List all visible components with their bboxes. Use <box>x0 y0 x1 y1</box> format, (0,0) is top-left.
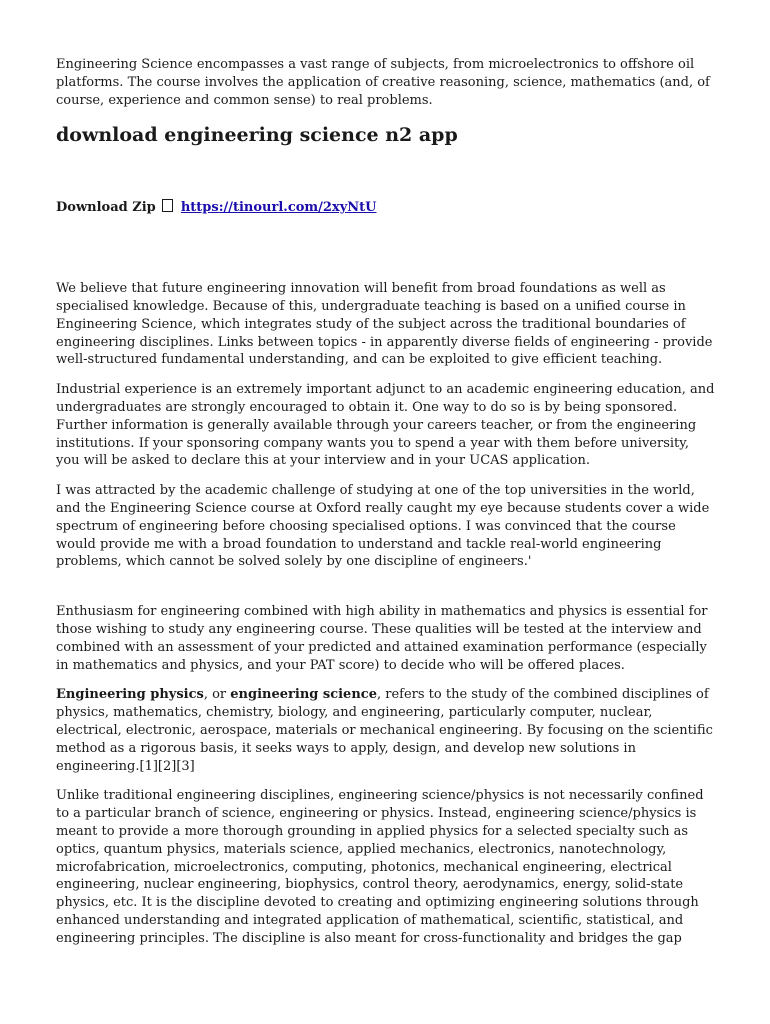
download-line <box>56 199 716 217</box>
spacer <box>56 775 716 787</box>
spacer <box>56 470 716 482</box>
page-title: download engineering science n2 app <box>56 124 458 147</box>
term-engineering-science: engineering science <box>230 687 377 703</box>
spacer <box>56 369 716 381</box>
body-paragraph-4: Enthusiasm for engineering combined with high ability in mathematics and physics is essential for those wishing to study any engineering course. These qualities will be tested at the interview and combined with an assessment of your predicted and attained examination performance (especially in mathematics and physics, and your PAT score) to decide who will be offered places. <box>56 604 708 673</box>
spacer <box>56 571 716 603</box>
body-paragraph-2: Industrial experience is an extremely important adjunct to an academic engineering education, and undergraduates are strongly encouraged to obtain it. One way to do so is by being sponsored. Further information is generally available through your careers teacher, or from the engineering institutions. If your sponsoring company wants you to spend a year with them before university, you will be asked to declare this at your interview and in your UCAS application. <box>56 382 715 469</box>
intro-paragraph: Engineering Science encompasses a vast range of subjects, from microelectronics to offshore oil platforms. The course involves the application of creative reasoning, science, mathematics (and, of course, experience and common sense) to real problems. <box>56 57 710 108</box>
spacer <box>56 674 716 686</box>
missing-glyph-icon <box>162 199 173 212</box>
download-link[interactable]: https://tinourl.com/2xyNtU <box>180 200 377 216</box>
term-engineering-physics: Engineering physics <box>56 687 204 703</box>
definition-text: , refers to the study of the combined disciplines of physics, mathematics, chemistry, biology, and engineering, particularly computer, nuclear, electrical, electronic, aerospace, materials or mechanical engineering. By focusing on the scientific method as a rigorous basis, it seeks ways to apply, design, and develop new solutions in engineering.[1][2][3] <box>56 687 713 774</box>
definition-paragraph <box>56 686 716 775</box>
body-paragraph-1: We believe that future engineering innovation will benefit from broad foundations as well as specialised knowledge. Because of this, undergraduate teaching is based on a unified course in Engineering Science, which integrates study of the subject across the traditional boundaries of engineering disciplines. Links between topics - in apparently diverse fields of engineering - provide well-structured fundamental understanding, and can be exploited to give efficient teaching. <box>56 281 713 368</box>
download-label: Download Zip <box>56 200 156 216</box>
definition-separator: , or <box>203 687 231 703</box>
spacer <box>56 217 716 280</box>
body-paragraph-last: Unlike traditional engineering disciplines, engineering science/physics is not necessarily confined to a particular branch of science, engineering or physics. Instead, engineering science/physics is meant to provide a more thorough grounding in applied physics for a selected specialty such as optics, quantum physics, materials science, applied mechanics, electronics, nanotechnology, microfabrication, microelectronics, computing, photonics, mechanical engineering, electrical engineering, nuclear engineering, biophysics, control theory, aerodynamics, energy, solid-state physics, etc. It is the discipline devoted to creating and optimizing engineering solutions through enhanced understanding and integrated application of mathematical, scientific, statistical, and engineering principles. The discipline is also meant for cross-functionality and bridges the gap <box>56 788 704 946</box>
document-body <box>56 56 716 947</box>
body-paragraph-3: I was attracted by the academic challenge of studying at one of the top universities in the world, and the Engineering Science course at Oxford really caught my eye because students cover a wide spectrum of engineering before choosing specialised options. I was convinced that the course would provide me with a broad foundation to understand and tackle real-world engineering problems, which cannot be solved solely by one discipline of engineers.' <box>56 483 710 570</box>
